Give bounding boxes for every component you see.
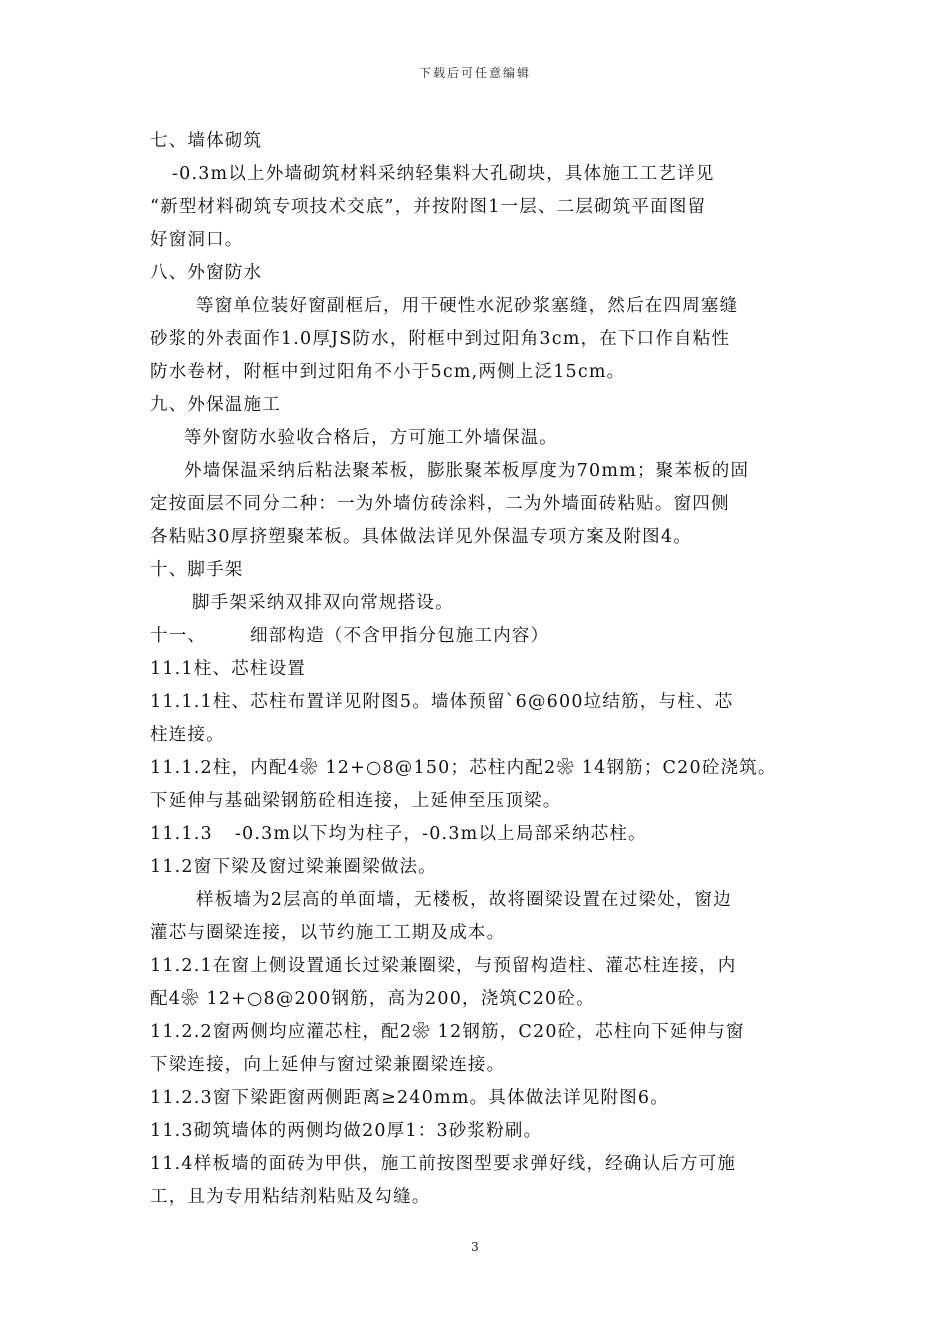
paragraph-line: 防水卷材，附框中到过阳角不小于5cm,两侧上泛15cm。 <box>150 362 626 382</box>
page-number: 3 <box>471 1240 479 1254</box>
paragraph-line: 工，且为专用粘结剂粘贴及勾缝。 <box>150 1187 431 1207</box>
paragraph-line: 灌芯与圈梁连接，以节约施工工期及成本。 <box>150 923 506 943</box>
paragraph-line: 11.2.3窗下梁距窗两侧距离≥240mm。具体做法详见附图6。 <box>150 1088 669 1108</box>
paragraph-line: 样板墙为2层高的单面墙，无楼板，故将圈梁设置在过梁处，窗边 <box>196 890 732 910</box>
paragraph-line: 配4❀ 12+○8@200钢筋，高为200，浇筑C20砼。 <box>150 989 595 1009</box>
section-heading-10: 十、脚手架 <box>150 560 244 580</box>
paragraph-line: 11.2.1在窗上侧设置通长过梁兼圈梁，与预留构造柱、灌芯柱连接，内 <box>150 956 737 976</box>
paragraph-line: 外墙保温采纳后粘法聚苯板，膨胀聚苯板厚度为70mm；聚苯板的固 <box>184 461 750 481</box>
paragraph-line: 脚手架采纳双排双向常规搭设。 <box>192 593 454 613</box>
paragraph-line: 等窗单位装好窗副框后，用干硬性水泥砂浆塞缝，然后在四周塞缝 <box>196 296 739 316</box>
page-header: 下载后可任意编辑 <box>418 66 531 80</box>
paragraph-line: 11.2.2窗两侧均应灌芯柱，配2❀ 12钢筋，C20砼，芯柱向下延伸与窗 <box>150 1022 745 1042</box>
paragraph-line: 各粘贴30厚挤塑聚苯板。具体做法详见外保温专项方案及附图4。 <box>150 527 692 547</box>
paragraph-line: 砂浆的外表面作1.0厚JS防水，附框中到过阳角3cm，在下口作自粘性 <box>150 329 731 349</box>
paragraph-line <box>150 818 810 851</box>
section-heading-9: 九、外保温施工 <box>150 395 281 415</box>
section-number: 十一、 <box>150 626 207 646</box>
paragraph-line: 等外窗防水验收合格后，方可施工外墙保温。 <box>184 428 558 448</box>
paragraph-line: 下梁连接，向上延伸与窗过梁兼圈梁连接。 <box>150 1055 506 1075</box>
section-heading-8: 八、外窗防水 <box>150 263 263 283</box>
document-body <box>150 125 810 1214</box>
section-heading-7: 七、墙体砌筑 <box>150 131 263 151</box>
paragraph-line: 定按面层不同分二种：一为外墙仿砖涂料，二为外墙面砖粘贴。窗四侧 <box>150 494 730 514</box>
paragraph-line: 柱连接。 <box>150 725 225 745</box>
paragraph-line: 好窗洞口。 <box>150 230 244 250</box>
paragraph-line: “新型材料砌筑专项技术交底”，并按附图1一层、二层砌筑平面图留 <box>150 197 707 217</box>
paragraph-line: 11.3砌筑墙体的两侧均做20厚1：3砂浆粉刷。 <box>150 1121 543 1141</box>
paragraph-line: 下延伸与基础梁钢筋砼相连接，上延伸至压顶梁。 <box>150 791 562 811</box>
paragraph-line: -0.3m以上外墙砌筑材料采纳轻集料大孔砌块，具体施工工艺详见 <box>172 164 715 184</box>
section-title: 细部构造（不含甲指分包施工内容） <box>250 626 550 646</box>
item-text: -0.3m以下均为柱子，-0.3m以上局部采纳芯柱。 <box>234 824 647 844</box>
subsection-heading: 11.1柱、芯柱设置 <box>150 659 306 679</box>
paragraph-line: 11.1.1柱、芯柱布置详见附图5。墙体预留`6@600垃结筋，与柱、芯 <box>150 692 734 712</box>
section-heading-11 <box>150 620 810 653</box>
paragraph-line: 11.1.2柱，内配4❀ 12+○8@150；芯柱内配2❀ 14钢筋；C20砼浇筑。 <box>150 758 777 778</box>
subsection-heading: 11.2窗下梁及窗过梁兼圈梁做法。 <box>150 857 437 877</box>
item-number: 11.1.3 <box>150 824 213 844</box>
paragraph-line: 11.4样板墙的面砖为甲供，施工前按图型要求弹好线，经确认后方可施 <box>150 1154 737 1174</box>
